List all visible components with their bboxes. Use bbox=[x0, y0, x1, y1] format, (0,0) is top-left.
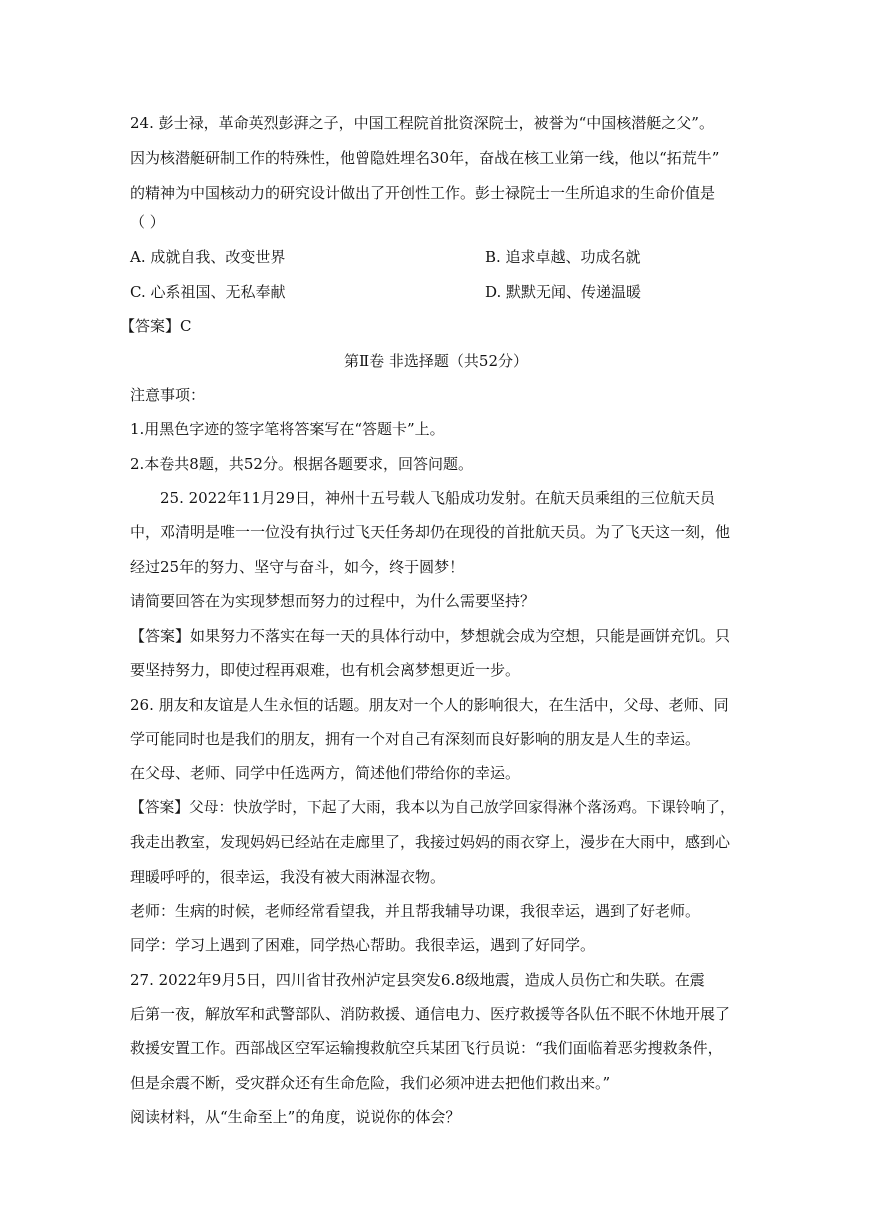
q25-line-3: 经过25年的努力、坚守与奋斗，如今，终于圆梦！ bbox=[130, 558, 465, 576]
q26-answer-line-4: 老师：生病的时候，老师经常看望我，并且帮我辅导功课，我很幸运，遇到了好老师。 bbox=[130, 902, 701, 920]
q27-line-1: 27. 2022年9月5日，四川省甘孜州泸定县突发6.8级地震，造成人员伤亡和失联。在震 bbox=[130, 971, 705, 989]
q24-option-c: C. 心系祖国、无私奉献 bbox=[130, 283, 286, 301]
q26-answer-line-2: 我走出教室，发现妈妈已经站在走廊里了，我接过妈妈的雨衣穿上，漫步在大雨中，感到心 bbox=[130, 833, 731, 851]
q26-line-3: 在父母、老师、同学中任选两方，简述他们带给你的幸运。 bbox=[130, 764, 521, 782]
q27-line-5: 阅读材料，从“生命至上”的角度，说说你的体会？ bbox=[130, 1108, 461, 1126]
q26-answer-line-1: 【答案】父母：快放学时，下起了大雨，我本以为自己放学回家得淋个落汤鸡。下课铃响了， bbox=[130, 799, 735, 816]
q26-line-1: 26. 朋友和友谊是人生永恒的话题。朋友对一个人的影响很大，在生活中，父母、老师、同 bbox=[130, 696, 729, 714]
q24-option-b: B. 追求卓越、功成名就 bbox=[485, 248, 641, 266]
q25-line-1: 25. 2022年11月29日，神州十五号载人飞船成功发射。在航天员乘组的三位航天员 bbox=[160, 489, 715, 507]
q25-line-2: 中，邓清明是唯一一位没有执行过飞天任务却仍在现役的首批航天员。为了飞天这一刻，他 bbox=[130, 523, 731, 541]
q24-line-2: 因为核潜艇研制工作的特殊性，他曾隐姓埋名30年，奋战在核工业第一线，他以“拓荒牛” bbox=[130, 149, 720, 167]
q24-line-3: 的精神为中国核动力的研究设计做出了开创性工作。彭士禄院士一生所追求的生命价值是 bbox=[130, 184, 716, 202]
q25-line-4: 请简要回答在为实现梦想而努力的过程中，为什么需要坚持？ bbox=[130, 592, 536, 610]
q25-answer-line-1: 【答案】如果努力不落实在每一天的具体行动中，梦想就会成为空想，只能是画饼充饥。只 bbox=[130, 627, 731, 645]
q24-line-4: （ ） bbox=[130, 213, 165, 231]
q25-answer-line-2: 要坚持努力，即使过程再艰难，也有机会离梦想更近一步。 bbox=[130, 661, 521, 679]
q26-answer-line-3: 理暖呼呼的，很幸运，我没有被大雨淋湿衣物。 bbox=[130, 868, 446, 886]
q24-answer: 【答案】C bbox=[120, 317, 192, 335]
q26-line-2: 学可能同时也是我们的朋友，拥有一个对自己有深刻而良好影响的朋友是人生的幸运。 bbox=[130, 730, 701, 748]
q27-line-3: 救援安置工作。西部战区空军运输搜救航空兵某团飞行员说：“我们面临着恶劣搜救条件， bbox=[130, 1039, 723, 1057]
q24-option-a: A. 成就自我、改变世界 bbox=[130, 248, 286, 266]
note-1: 1.用黑色字迹的签字笔将答案写在“答题卡”上。 bbox=[130, 420, 445, 438]
section-title: 第Ⅱ卷 非选择题（共52分） bbox=[343, 352, 529, 370]
q27-line-4: 但是余震不断，受灾群众还有生命危险，我们必须冲进去把他们救出来。” bbox=[130, 1074, 611, 1092]
q24-option-d: D. 默默无闻、传递温暖 bbox=[485, 283, 642, 301]
note-2: 2.本卷共8题，共52分。根据各题要求，回答问题。 bbox=[130, 455, 473, 473]
q27-line-2: 后第一夜，解放军和武警部队、消防救援、通信电力、医疗救援等各队伍不眠不休地开展了 bbox=[130, 1005, 731, 1023]
notes-title: 注意事项： bbox=[130, 386, 206, 404]
q26-answer-line-5: 同学：学习上遇到了困难，同学热心帮助。我很幸运，遇到了好同学。 bbox=[130, 936, 596, 954]
q24-line-1: 24. 彭士禄，革命英烈彭湃之子，中国工程院首批资深院士，被誉为“中国核潜艇之父”。 bbox=[130, 114, 714, 132]
